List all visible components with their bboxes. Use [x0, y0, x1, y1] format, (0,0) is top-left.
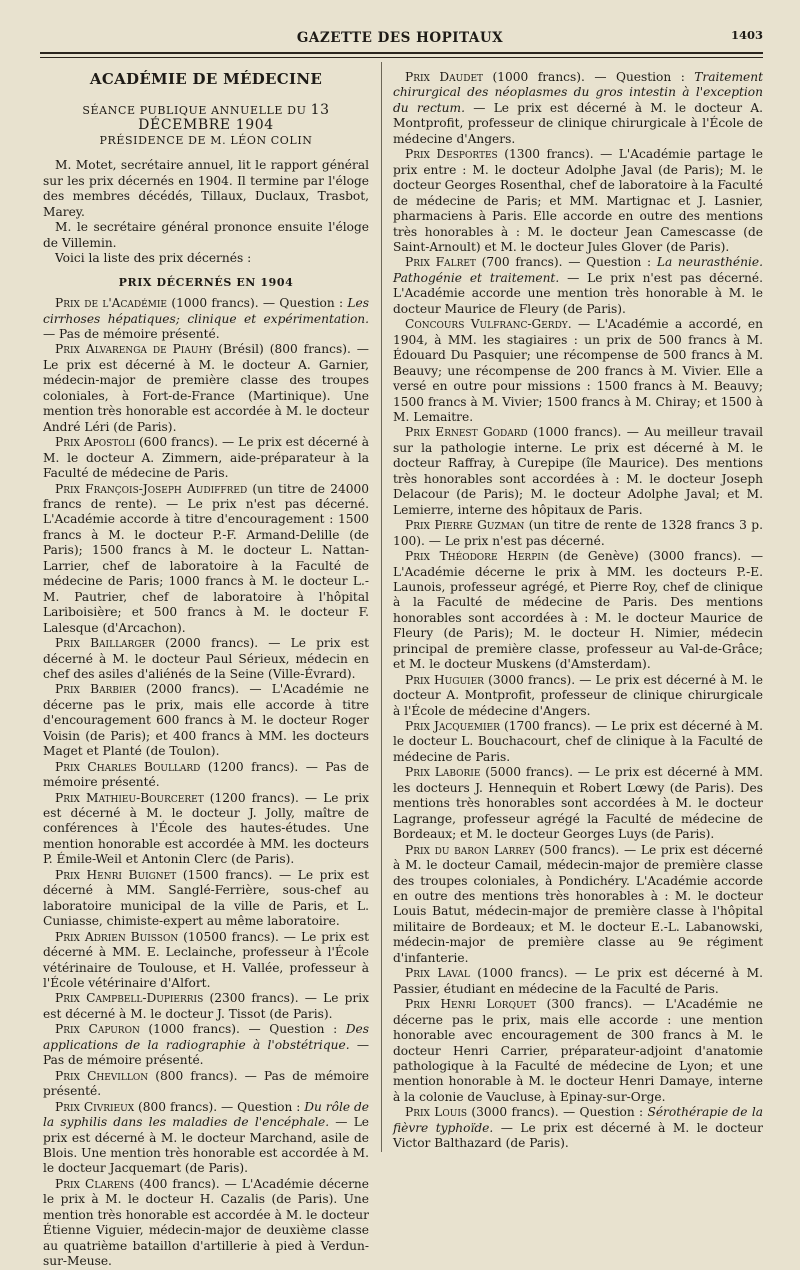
prize-entry	[393, 317, 763, 425]
prize-entry	[393, 843, 763, 967]
presidency-line: PRÉSIDENCE DE M. LÉON COLIN	[99, 134, 313, 148]
prize-text: (5000 francs). — Le prix est décerné à MM. les docteurs J. Hennequin et Robert Lœwy (de Paris). Des mentions très honorables sont accordées à M. le docteur Lagrange, professeur agrégé la Faculté de médecine de Bordeaux; et M. le docteur Georges Luys (de Paris).	[393, 765, 763, 842]
column-divider	[381, 62, 382, 1152]
prize-question: La neurasthénie. Pathogénie et traitement.	[393, 255, 763, 285]
prize-entry	[43, 791, 369, 868]
prize-text: (Brésil) (800 francs). — Le prix est décerné à M. le docteur A. Garnier, médecin-major de première classe des troupes coloniales, à Fort-de-France (Martinique). Une mention très honorable est accordée à M. le docteur André Léri (de Paris).	[43, 342, 369, 434]
prize-question: Les cirrhoses hépatiques; clinique et expérimentation.	[43, 296, 369, 326]
prize-name: Prix du baron Larrey	[405, 842, 535, 857]
prize-text: (600 francs). — Le prix est décerné à M. le docteur A. Zimmern, aide-préparateur à la Faculté de médecine de Paris.	[43, 435, 369, 481]
prize-entry	[393, 255, 763, 317]
prize-text: (1300 francs). — L'Académie partage le prix entre : M. le docteur Adolphe Javal (de Paris); M. le docteur Georges Rosenthal, chef de laboratoire à la Faculté de médecine de Paris; et MM. Martignac et J. Lasnier, pharmaciens à Paris. Elle accorde en outre des mentions très honorables à : M. le docteur Jean Camescasse (de Saint-Arnoult) et M. le docteur Jules Glover (de Paris).	[393, 147, 763, 254]
prize-result: — Pas de mémoire présenté.	[43, 1037, 370, 1068]
prize-text: (1200 francs). — Le prix est décerné à M. le docteur J. Jolly, maître de conférences à l'École des hautes-études. Une mention honorable est accordée à MM. les docteurs P. Émile-Weil et Antonin Clerc (de Paris).	[43, 790, 369, 867]
prize-entry	[393, 997, 763, 1105]
prize-entry	[393, 673, 763, 719]
prize-entry	[43, 760, 369, 791]
prize-name: Prix Huguier	[405, 672, 484, 687]
session-prefix: SÉANCE PUBLIQUE ANNUELLE DU	[82, 104, 307, 118]
prize-entry	[43, 930, 369, 992]
prize-question: Des applications de la radiographie à l'obstétrique.	[43, 1022, 369, 1052]
prize-entry	[43, 991, 369, 1022]
prize-result: — Le prix est décerné à M. le docteur Marchand, asile de Blois. Une mention très honorable est accordée à M. le docteur Jacquemart (de Paris).	[43, 1115, 370, 1176]
prize-name: Prix Campbell-Dupierris	[55, 991, 204, 1006]
prize-text: (2000 francs). — Le prix est décerné à M. le docteur Paul Sérieux, médecin en chef des asiles d'aliénés de la Seine (Ville-Évrard).	[43, 636, 369, 681]
prize-name: Prix Laborie	[405, 765, 481, 780]
prize-name: Prix Pierre Guzman	[405, 518, 525, 533]
article-title: ACADÉMIE DE MÉDECINE	[89, 70, 323, 88]
session-line	[43, 103, 369, 133]
prize-text: . — L'Académie a accordé, en 1904, à MM. les stagiaires : un prix de 500 francs à M. Édouard Du Pasquier; une récompense de 500 francs à M. Beauvy; une récompense de 200 francs à M. Vivier. Elle a versé en outre pour missions : 1500 francs à M. Beauvy; 1500 francs à M. Vivier; 1500 francs à M. Chiray; et 1500 à M. Lemaitre.	[393, 317, 763, 424]
page-number: 1403	[730, 28, 763, 42]
right-column	[393, 70, 763, 1152]
prize-list-right	[393, 70, 763, 1152]
header-rule	[40, 52, 763, 54]
prize-text: (un titre de 24000 francs de rente). — Le prix n'est pas décerné. L'Académie accorde à titre d'encouragement : 1500 francs à M. le docteur P.-F. Armand-Delille (de Paris); 1500 francs à M. le docteur L. Nattan-Larrier, chef de laboratoire à la Faculté de médecine de Paris; 1000 francs à M. le docteur L.-M. Pautrier, chef de laboratoire à l'hôpital Lariboisière; et 500 francs à M. le docteur F. Lalesque (d'Arcachon).	[43, 481, 369, 635]
left-column	[43, 70, 369, 1270]
prize-name: Prix Charles Boullard	[55, 759, 201, 774]
prize-entry	[393, 425, 763, 518]
prize-text: (un titre de rente de 1328 francs 3 p. 100). — Le prix n'est pas décerné.	[393, 518, 763, 548]
prize-text: (800 francs). — Question :	[134, 1099, 305, 1114]
prize-text: (1000 francs). — Question :	[167, 296, 348, 311]
prize-text: (1000 francs). — Question :	[483, 70, 695, 84]
prize-text: (1200 francs). — Pas de mémoire présenté.	[43, 759, 369, 790]
prize-question: Traitement chirurgical des néoplasmes du gros intestin à l'exception du rectum.	[393, 70, 763, 115]
prize-name: Prix Ernest Godard	[405, 425, 528, 440]
prize-entry	[43, 296, 369, 342]
prize-text: (1700 francs). — Le prix est décerné à M. le docteur L. Bouchacourt, chef de clinique à la Faculté de médecine de Paris.	[393, 719, 763, 764]
prize-result: — Le prix est décerné à M. le docteur Victor Balthazard (de Paris).	[393, 1120, 763, 1151]
prize-name: Prix Adrien Buisson	[55, 929, 179, 944]
prize-text: (1000 francs). — Le prix est décerné à M. Passier, étudiant en médecine de la Faculté de Paris.	[393, 966, 763, 996]
prize-entry	[43, 342, 369, 435]
prize-text: (de Genève) (3000 francs). — L'Académie décerne le prix à MM. les docteurs P.-E. Launois, professeur agrégé, et Pierre Roy, chef de clinique à la Faculté de médecine de Paris. Des mentions honorables sont accordées à : M. le docteur Maurice de Fleury (de Paris); M. le docteur H. Nimier, médecin principal de première classe, professeur au Val-de-Grâce; et M. le docteur Muskens (d'Amsterdam).	[393, 549, 764, 672]
prize-name: Prix Baillarger	[55, 636, 155, 651]
prize-name: Prix Clarens	[55, 1176, 135, 1191]
prize-entry	[43, 435, 369, 481]
prize-text: (2300 francs). — Le prix est décerné à M. le docteur J. Tissot (de Paris).	[43, 991, 369, 1021]
prize-text: (1500 francs). — Le prix est décerné à MM. Sanglé-Ferrière, sous-chef au laboratoire municipal de la ville de Paris, et L. Cuniasse, chimiste-expert au même laboratoire.	[43, 867, 369, 929]
prize-name: Prix de l'Académie	[55, 296, 167, 311]
prize-list-left	[43, 296, 369, 1270]
prize-text: (1000 francs). — Question :	[139, 1022, 346, 1037]
prize-text: (3000 francs). — Question :	[467, 1105, 648, 1120]
prize-text: (3000 francs). — Le prix est décerné à M. le docteur A. Montprofit, professeur de clinique chirurgicale à l'École de médecine d'Angers.	[393, 672, 763, 718]
prize-name: Prix Alvarenga de Piauhy	[55, 342, 213, 357]
prize-name: Prix Falret	[405, 255, 476, 270]
prize-name: Prix Desportes	[405, 147, 498, 162]
intro-paragraph: Voici la liste des prix décernés :	[55, 251, 252, 266]
prize-text: (400 francs). — L'Académie décerne le prix à M. le docteur H. Cazalis (de Paris). Une mention très honorable est accordée à M. le docteur Étienne Viguier, médecin-major de deuxième classe au quatrième bataillon d'artillerie à pied à Verdun-sur-Meuse.	[43, 1176, 369, 1269]
prize-name: Concours Vulfranc-Gerdy	[405, 317, 568, 332]
prize-entry	[43, 1022, 369, 1068]
prize-entry	[43, 682, 369, 759]
prize-name: Prix Civrieux	[55, 1099, 135, 1114]
prize-name: Prix Laval	[405, 966, 470, 981]
prize-name: Prix Louis	[405, 1105, 468, 1120]
prize-result: — Pas de mémoire présenté.	[43, 326, 220, 341]
prize-entry	[393, 1105, 763, 1151]
intro-paragraph: M. Motet, secrétaire annuel, lit le rapport général sur les prix décernés en 1904. Il termine par l'éloge des membres décédés, Tillaux, Duclaux, Trasbot, Marey.	[43, 158, 369, 219]
prize-result: — Le prix est décerné à M. le docteur A. Montprofit, professeur de clinique chirurgicale à l'École de médecine d'Angers.	[393, 100, 763, 146]
prize-entry	[393, 518, 763, 549]
prize-name: Prix Théodore Herpin	[405, 549, 549, 564]
prize-entry	[393, 70, 763, 147]
prize-name: Prix Jacquemier	[405, 719, 500, 734]
prize-name: Prix Capuron	[55, 1022, 140, 1037]
prize-text: (800 francs). — Pas de mémoire présenté.	[43, 1068, 369, 1099]
prize-entry	[43, 482, 369, 637]
prize-entry	[393, 765, 763, 842]
prize-entry	[393, 719, 763, 765]
prize-entry	[393, 549, 763, 673]
prize-result: — Le prix n'est pas décerné. L'Académie accorde une mention très honorable à M. le docteur Maurice de Fleury (de Paris).	[393, 270, 763, 316]
prize-text: (10500 francs). — Le prix est décerné à MM. E. Leclainche, professeur à l'École vétérinaire de Toulouse, et H. Vallée, professeur à l'École vétérinaire d'Alfort.	[43, 929, 369, 991]
journal-title: GAZETTE DES HOPITAUX	[296, 30, 504, 46]
prize-name: Prix Barbier	[55, 682, 136, 697]
prize-text: (1000 francs). — Au meilleur travail sur la pathologie interne. Le prix est décerné à M. le docteur Raffray, à Curepipe (île Maurice). Des mentions très honorables sont accordées à : M. le docteur Joseph Delacour (de Paris); M. le docteur Adolphe Javal; et M. Lemierre, interne des hôpitaux de Paris.	[393, 425, 764, 517]
section-heading: PRIX DÉCERNÉS EN 1904	[118, 275, 294, 289]
prize-entry	[43, 1100, 369, 1177]
prize-name: Prix Henri Buignet	[55, 867, 177, 882]
prize-entry	[393, 147, 763, 255]
prize-name: Prix Henri Lorquet	[405, 997, 537, 1012]
prize-text: (700 francs). — Question :	[475, 255, 657, 270]
prize-text: (300 francs). — L'Académie ne décerne pas le prix, mais elle accorde : une mention honorable avec encouragement de 300 francs à M. le docteur Henri Carrier, préparateur-adjoint d'anatomie pathologique à la Faculté de médecine de Lyon; et une mention honorable à M. le docteur Henri Damaye, interne à la colonie de Vaucluse, à Epinay-sur-Orge.	[393, 997, 763, 1104]
session-date: 13 DÉCEMBRE 1904	[138, 102, 330, 134]
prize-name: Prix Daudet	[405, 70, 484, 84]
prize-name: Prix Mathieu-Bourceret	[55, 790, 204, 805]
prize-entry	[393, 966, 763, 997]
prize-entry	[43, 1177, 369, 1270]
prize-name: Prix François-Joseph Audiffred	[55, 481, 248, 496]
intro-paragraph: M. le secrétaire général prononce ensuite l'éloge de Villemin.	[43, 220, 369, 250]
prize-entry	[43, 868, 369, 930]
prize-question: Du rôle de la syphilis dans les maladies de l'encéphale.	[43, 1099, 369, 1130]
prize-text: (2000 francs). — L'Académie ne décerne pas le prix, mais elle accorde à titre d'encouragement 600 francs à M. le docteur Roger Voisin (de Paris); et 400 francs à MM. les docteurs Maget et Planté (de Toulon).	[43, 682, 369, 759]
prize-entry	[43, 636, 369, 682]
prize-entry	[43, 1069, 369, 1100]
header-rule-thin	[40, 57, 763, 58]
prize-question: Sérothérapie de la fièvre typhoïde.	[393, 1105, 763, 1135]
prize-name: Prix Chevillon	[55, 1068, 149, 1083]
prize-name: Prix Apostoli	[55, 435, 136, 450]
prize-text: (500 francs). — Le prix est décerné à M. le docteur Camail, médecin-major de première classe des troupes coloniales, à Pondichéry. L'Académie accorde en outre des mentions très honorables à : M. le docteur Louis Batut, médecin-major de première classe à l'hôpital militaire de Bordeaux; et M. le docteur E.-L. Labanowski, médecin-major de première classe au 9e régiment d'infanterie.	[393, 842, 763, 965]
